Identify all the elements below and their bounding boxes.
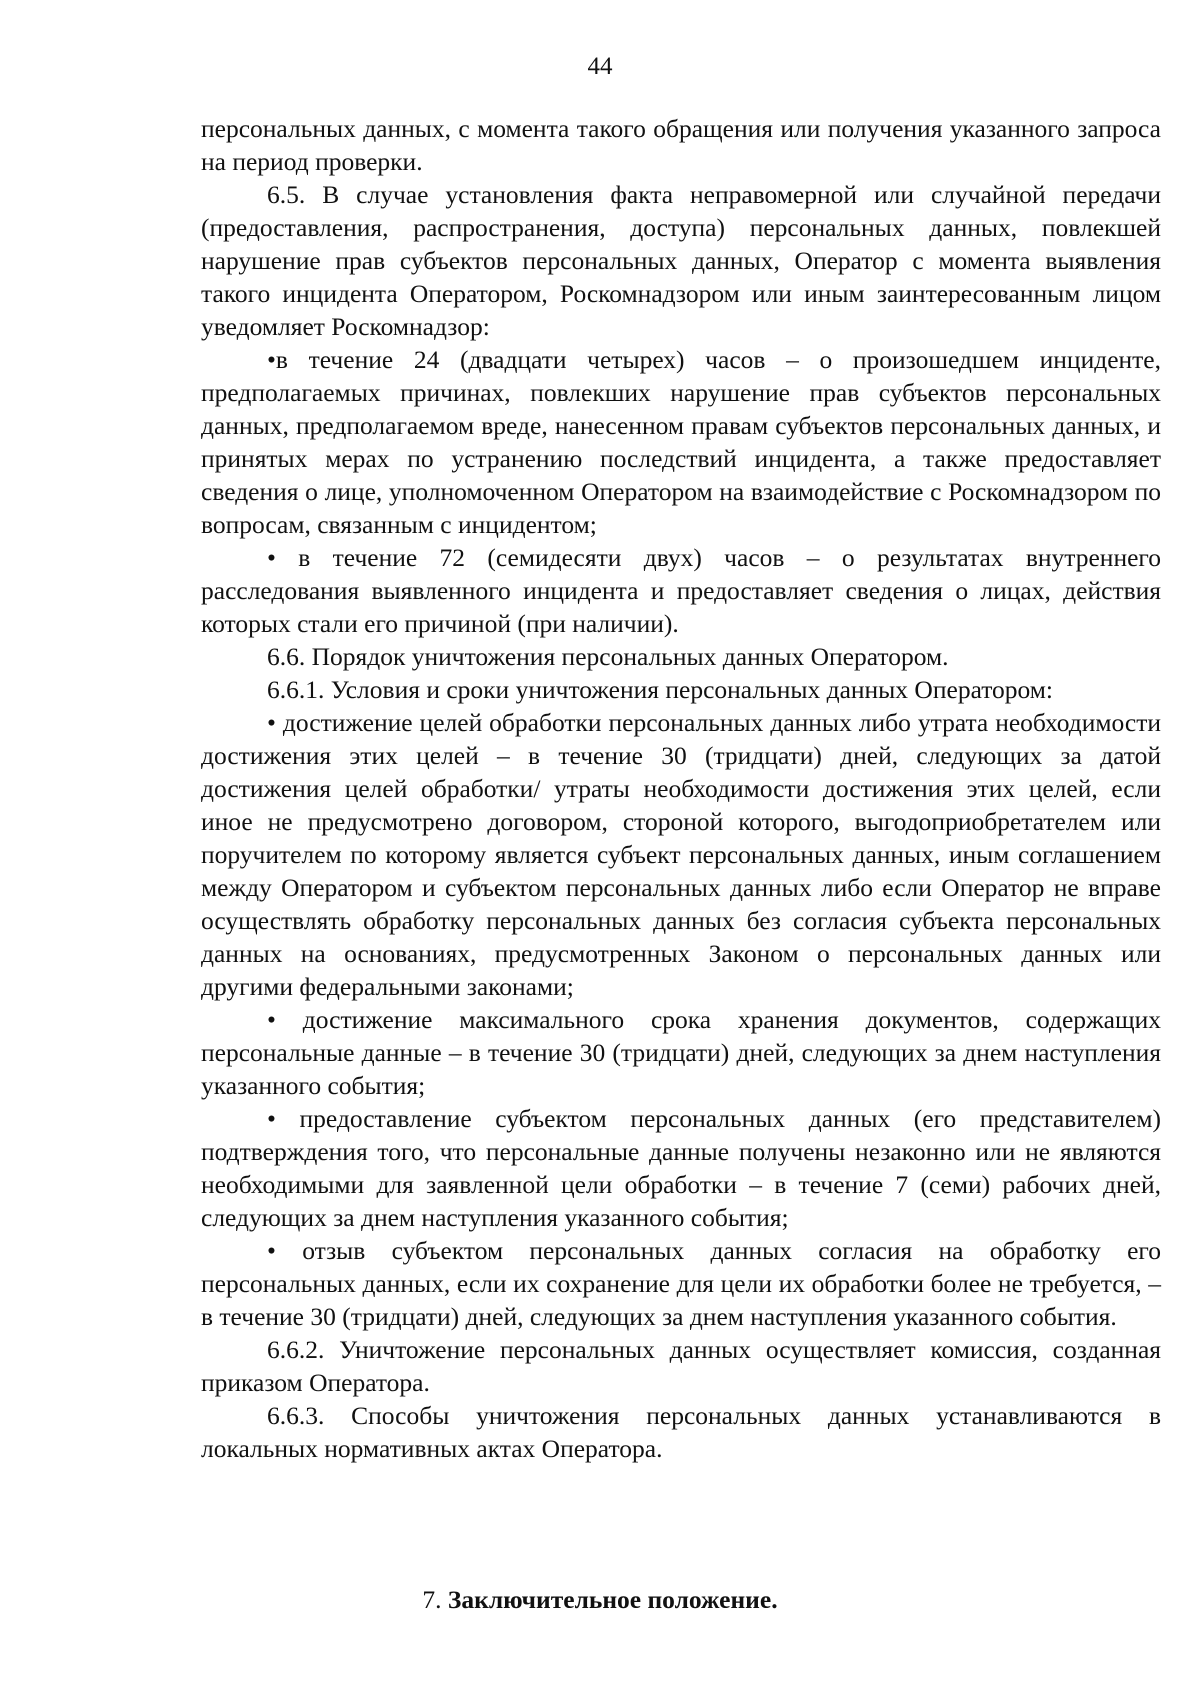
paragraph-continuation: персональных данных, с момента такого обращения или получения указанного запроса на период проверки. [201, 114, 1161, 176]
document-body [201, 112, 1161, 1465]
page-number: 44 [587, 53, 613, 80]
paragraph-6-6-3: 6.6.3. Способы уничтожения персональных данных устанавливаются в локальных нормативных актах Оператора. [201, 1401, 1161, 1463]
section-title: Заключительное положение. [447, 1585, 778, 1614]
list-item-24-hours: •в течение 24 (двадцати четырех) часов – о произошедшем инциденте, предполагаемых причинах, повлекших нарушение прав субъектов персональных данных, предполагаемом вреде, нанесенном правам субъектов персональных данных, и принятых мерах по устранению последствий инцидента, а также предоставляет сведения о лице, уполномоченном Оператором на взаимодействие с Роскомнадзором по вопросам, связанным с инцидентом; [201, 345, 1161, 539]
paragraph-6-6-2: 6.6.2. Уничтожение персональных данных осуществляет комиссия, созданная приказом Оператора. [201, 1335, 1161, 1397]
list-item-storage-term: • достижение максимального срока хранения документов, содержащих персональные данные – в течение 30 (тридцати) дней, следующих за днем наступления указанного события; [201, 1005, 1161, 1100]
list-item-illegal-data: • предоставление субъектом персональных данных (его представителем) подтверждения того, что персональные данные получены незаконно или не являются необходимыми для заявленной цели обработки – в течение 7 (семи) рабочих дней, следующих за днем наступления указанного события; [201, 1104, 1161, 1232]
section-heading [0, 1583, 1200, 1616]
paragraph-6-6: 6.6. Порядок уничтожения персональных данных Оператором. [267, 642, 949, 671]
paragraph-6-6-1: 6.6.1. Условия и сроки уничтожения персональных данных Оператором: [267, 675, 1054, 704]
list-item-consent-withdrawal: • отзыв субъектом персональных данных согласия на обработку его персональных данных, если их сохранение для цели их обработки более не требуется, – в течение 30 (тридцати) дней, следующих за днем наступления указанного события. [201, 1236, 1161, 1331]
section-number: 7. [422, 1585, 442, 1614]
list-item-goals-achieved: • достижение целей обработки персональных данных либо утрата необходимости достижения этих целей – в течение 30 (тридцати) дней, следующих за датой достижения целей обработки/ утраты необходимости достижения этих целей, если иное не предусмотрено договором, стороной которого, выгодоприобретателем или поручителем по которому является субъект персональных данных, иным соглашением между Оператором и субъектом персональных данных либо если Оператор не вправе осуществлять обработку персональных данных без согласия субъекта персональных данных на основаниях, предусмотренных Законом о персональных данных или другими федеральными законами; [201, 708, 1161, 1001]
paragraph-6-5: 6.5. В случае установления факта неправомерной или случайной передачи (предоставления, распространения, доступа) персональных данных, повлекшей нарушение прав субъектов персональных данных, Оператор с момента выявления такого инцидента Оператором, Роскомнадзором или иным заинтересованным лицом уведомляет Роскомнадзор: [201, 180, 1161, 341]
list-item-72-hours: • в течение 72 (семидесяти двух) часов – о результатах внутреннего расследования выявленного инцидента и предоставляет сведения о лицах, действия которых стали его причиной (при наличии). [201, 543, 1161, 638]
